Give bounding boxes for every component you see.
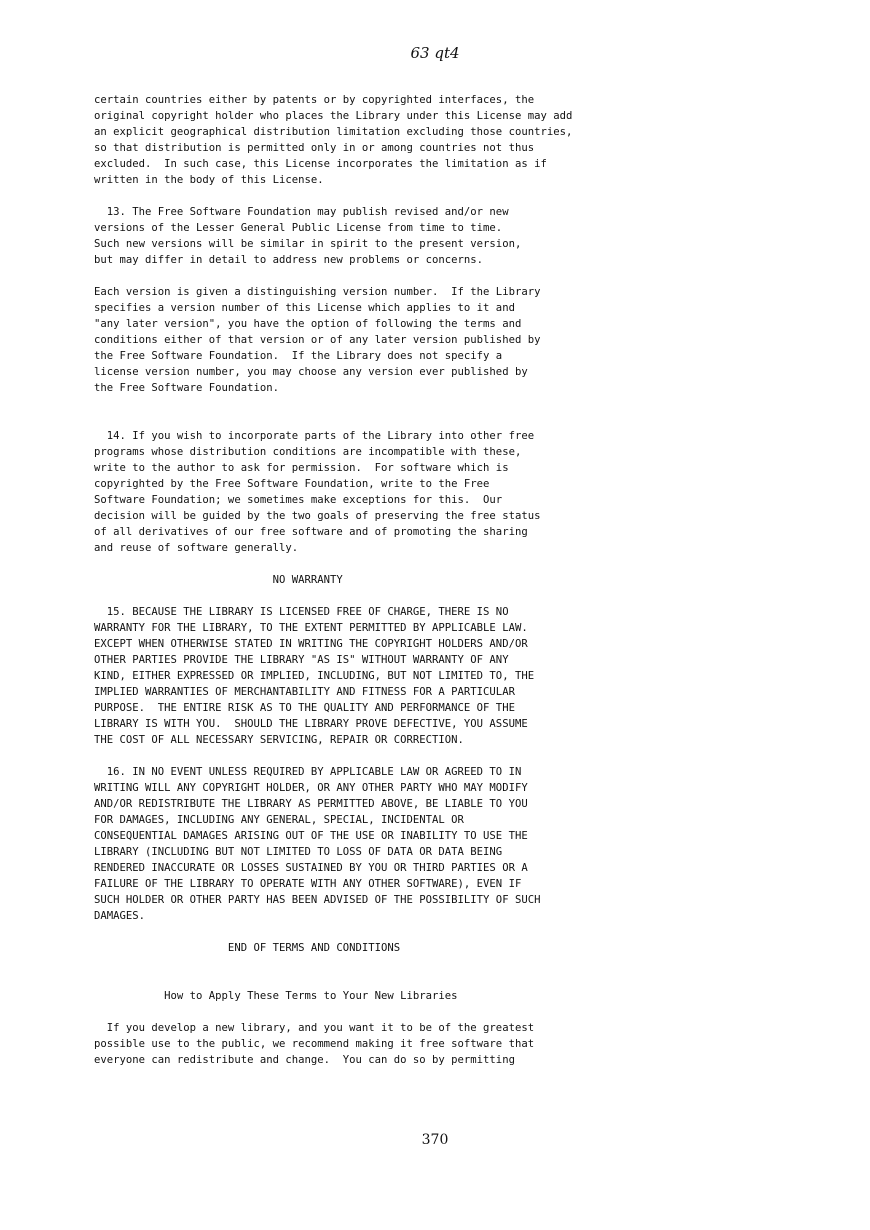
- text-line: Each version is given a distinguishing version number. If the Library: [94, 286, 541, 298]
- text-line: [94, 188, 794, 204]
- text-line: [94, 588, 794, 604]
- running-head: 63 qt4: [410, 44, 460, 62]
- text-line: CONSEQUENTIAL DAMAGES ARISING OUT OF THE USE OR INABILITY TO USE THE: [94, 830, 528, 842]
- text-line: programs whose distribution conditions are incompatible with these,: [94, 446, 522, 458]
- text-line: [94, 268, 794, 284]
- text-line: SUCH HOLDER OR OTHER PARTY HAS BEEN ADVISED OF THE POSSIBILITY OF SUCH: [94, 894, 541, 906]
- text-line: OTHER PARTIES PROVIDE THE LIBRARY "AS IS" WITHOUT WARRANTY OF ANY: [94, 654, 509, 666]
- text-line: 13. The Free Software Foundation may publish revised and/or new: [94, 206, 509, 218]
- text-line: 15. BECAUSE THE LIBRARY IS LICENSED FREE OF CHARGE, THERE IS NO: [94, 606, 509, 618]
- text-line: [94, 556, 794, 572]
- text-line: decision will be guided by the two goals of preserving the free status: [94, 510, 541, 522]
- text-line: everyone can redistribute and change. You can do so by permitting: [94, 1054, 515, 1066]
- text-line: FAILURE OF THE LIBRARY TO OPERATE WITH ANY OTHER SOFTWARE), EVEN IF: [94, 878, 522, 890]
- text-line: Such new versions will be similar in spirit to the present version,: [94, 238, 522, 250]
- text-line: PURPOSE. THE ENTIRE RISK AS TO THE QUALITY AND PERFORMANCE OF THE: [94, 702, 515, 714]
- text-line: conditions either of that version or of any later version published by: [94, 334, 541, 346]
- text-line: If you develop a new library, and you want it to be of the greatest: [94, 1022, 535, 1034]
- text-line: versions of the Lesser General Public License from time to time.: [94, 222, 503, 234]
- text-line: so that distribution is permitted only in or among countries not thus: [94, 142, 535, 154]
- text-line: LIBRARY IS WITH YOU. SHOULD THE LIBRARY PROVE DEFECTIVE, YOU ASSUME: [94, 718, 528, 730]
- text-line: WARRANTY FOR THE LIBRARY, TO THE EXTENT PERMITTED BY APPLICABLE LAW.: [94, 622, 528, 634]
- text-line: possible use to the public, we recommend making it free software that: [94, 1038, 535, 1050]
- text-line: specifies a version number of this License which applies to it and: [94, 302, 515, 314]
- text-line: excluded. In such case, this License incorporates the limitation as if: [94, 158, 547, 170]
- text-line: [94, 412, 794, 428]
- text-line: THE COST OF ALL NECESSARY SERVICING, REPAIR OR CORRECTION.: [94, 734, 464, 746]
- text-line: [94, 956, 794, 972]
- text-line: [94, 396, 794, 412]
- text-line: KIND, EITHER EXPRESSED OR IMPLIED, INCLUDING, BUT NOT LIMITED TO, THE: [94, 670, 535, 682]
- text-line: [94, 972, 794, 988]
- text-line: [94, 1004, 794, 1020]
- text-line: written in the body of this License.: [94, 174, 324, 186]
- text-line: How to Apply These Terms to Your New Libraries: [94, 990, 458, 1002]
- page-number: 370: [421, 1132, 449, 1148]
- text-line: IMPLIED WARRANTIES OF MERCHANTABILITY AND FITNESS FOR A PARTICULAR: [94, 686, 515, 698]
- text-line: WRITING WILL ANY COPYRIGHT HOLDER, OR ANY OTHER PARTY WHO MAY MODIFY: [94, 782, 528, 794]
- text-line: the Free Software Foundation. If the Library does not specify a: [94, 350, 503, 362]
- text-line: RENDERED INACCURATE OR LOSSES SUSTAINED BY YOU OR THIRD PARTIES OR A: [94, 862, 528, 874]
- text-line: [94, 748, 794, 764]
- text-line: of all derivatives of our free software and of promoting the sharing: [94, 526, 528, 538]
- text-line: DAMAGES.: [94, 910, 146, 922]
- license-text-body: [94, 92, 794, 1068]
- text-line: AND/OR REDISTRIBUTE THE LIBRARY AS PERMITTED ABOVE, BE LIABLE TO YOU: [94, 798, 528, 810]
- text-line: FOR DAMAGES, INCLUDING ANY GENERAL, SPECIAL, INCIDENTAL OR: [94, 814, 464, 826]
- text-line: certain countries either by patents or by copyrighted interfaces, the: [94, 94, 535, 106]
- text-line: write to the author to ask for permission. For software which is: [94, 462, 509, 474]
- text-line: [94, 924, 794, 940]
- text-line: LIBRARY (INCLUDING BUT NOT LIMITED TO LOSS OF DATA OR DATA BEING: [94, 846, 503, 858]
- text-line: original copyright holder who places the Library under this License may add: [94, 110, 573, 122]
- text-line: license version number, you may choose any version ever published by: [94, 366, 528, 378]
- text-line: but may differ in detail to address new problems or concerns.: [94, 254, 484, 266]
- text-line: the Free Software Foundation.: [94, 382, 279, 394]
- text-line: END OF TERMS AND CONDITIONS: [94, 942, 401, 954]
- text-line: an explicit geographical distribution limitation excluding those countries,: [94, 126, 573, 138]
- text-line: 16. IN NO EVENT UNLESS REQUIRED BY APPLICABLE LAW OR AGREED TO IN: [94, 766, 522, 778]
- text-line: Software Foundation; we sometimes make exceptions for this. Our: [94, 494, 503, 506]
- text-line: "any later version", you have the option of following the terms and: [94, 318, 522, 330]
- text-line: copyrighted by the Free Software Foundation, write to the Free: [94, 478, 490, 490]
- text-line: 14. If you wish to incorporate parts of the Library into other free: [94, 430, 535, 442]
- text-line: NO WARRANTY: [94, 574, 343, 586]
- text-line: EXCEPT WHEN OTHERWISE STATED IN WRITING THE COPYRIGHT HOLDERS AND/OR: [94, 638, 528, 650]
- text-line: and reuse of software generally.: [94, 542, 299, 554]
